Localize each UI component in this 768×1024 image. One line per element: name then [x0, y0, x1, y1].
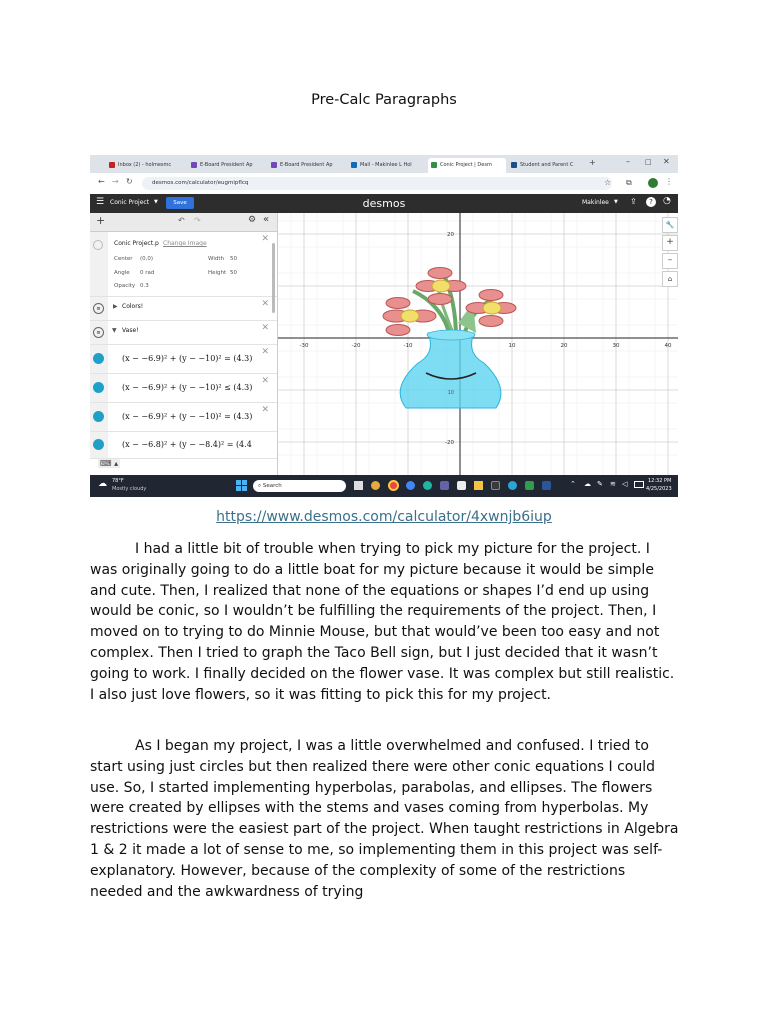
browser-tab[interactable]: Inbox (2) - holmesmc — [106, 158, 186, 173]
y-tick-label: 10 — [447, 390, 454, 396]
image-name: Conic Project.p — [114, 240, 159, 247]
chevron-down-icon[interactable]: ▼ — [614, 199, 618, 205]
home-icon[interactable]: ⌂ — [662, 271, 678, 287]
url-field[interactable]: desmos.com/calculator/eugmipflcq — [142, 177, 612, 190]
equation-row[interactable] — [90, 403, 277, 432]
collapse-caret-icon[interactable]: ▼ — [112, 327, 117, 334]
add-item-icon[interactable]: + — [96, 214, 106, 227]
equation-text: (x − −6.9)² + (y − −10)² = (4.3) — [122, 354, 253, 363]
x-tick-label: 40 — [664, 343, 672, 349]
expression-toolbar — [90, 213, 277, 232]
y-tick-label: 20 — [447, 232, 454, 238]
app-icon[interactable] — [508, 481, 517, 490]
x-tick-label: -10 — [403, 343, 413, 349]
teams-icon[interactable] — [440, 481, 449, 490]
portal-icon — [511, 162, 517, 168]
flower-left — [383, 298, 436, 336]
weather-temp: 78°F — [112, 478, 124, 484]
equation-text: (x − −6.8)² + (y − −8.4)² = (4.4 — [122, 440, 252, 449]
clock-date[interactable]: 4/25/2023 — [646, 486, 672, 492]
angle-value[interactable]: 0 rad — [140, 270, 155, 276]
save-button[interactable]: Save — [166, 197, 194, 209]
tray-chevron-icon[interactable]: ⌃ — [570, 480, 576, 488]
address-bar-row — [90, 173, 678, 195]
browser-tab-active[interactable]: Conic Project | Desm — [428, 158, 506, 173]
x-tick-label: -30 — [299, 343, 309, 349]
equation-text: (x − −6.9)² + (y − −10)² ≤ (4.3) — [122, 383, 253, 392]
image-toggle-icon[interactable] — [93, 240, 103, 250]
height-label: Height — [208, 270, 227, 276]
weather-icon: ☁ — [98, 479, 107, 489]
search-icon: ⌕ — [258, 483, 262, 489]
x-tick-label: -20 — [351, 343, 361, 349]
folder-toggle-icon[interactable]: ≡ — [93, 303, 104, 314]
tray-icon[interactable]: ✎ — [597, 480, 603, 488]
extensions-icon[interactable]: ⧉ — [626, 178, 632, 187]
desmos-logo: desmos — [362, 197, 406, 210]
widgets-icon[interactable] — [371, 481, 380, 490]
folder-label: Vase! — [122, 327, 139, 334]
forward-icon[interactable]: → — [112, 177, 119, 186]
hamburger-icon[interactable]: ☰ — [96, 197, 105, 207]
change-image-link[interactable]: Change Image — [163, 240, 207, 247]
zoom-out-icon[interactable]: – — [662, 253, 678, 269]
angle-label: Angle — [114, 270, 130, 276]
vase-body — [400, 333, 501, 408]
y-tick-label: -20 — [445, 440, 454, 446]
wrench-icon[interactable]: 🔧 — [662, 217, 678, 233]
forms-icon — [191, 162, 197, 168]
edge-icon[interactable] — [423, 481, 432, 490]
x-tick-label: 30 — [612, 343, 620, 349]
delete-expression-icon[interactable]: ✕ — [261, 376, 269, 386]
scrollbar[interactable] — [272, 243, 275, 313]
delete-expression-icon[interactable]: ✕ — [261, 405, 269, 415]
redo-icon[interactable]: ↷ — [194, 216, 201, 225]
gmail-icon — [109, 162, 115, 168]
new-tab-icon[interactable]: + — [589, 158, 596, 167]
chrome-icon[interactable] — [406, 481, 415, 490]
camera-icon[interactable] — [491, 481, 500, 490]
browser-tab[interactable]: E-Board President Ap — [268, 158, 346, 173]
delete-expression-icon[interactable]: ✕ — [261, 234, 269, 244]
center-label: Center — [114, 256, 133, 262]
opacity-label: Opacity — [114, 283, 136, 289]
color-toggle-icon[interactable] — [93, 439, 104, 450]
paragraph: I had a little bit of trouble when trying to pick my picture for the project. I was originally going to do a little boat for my picture because it would be simple and cute. Then, I realized that none of the equations or shapes I’d end up using would be conic, so I wouldn’t be fulfilling the requirements of the project. Then, I moved on to trying to do Minnie Mouse, but that would’ve been too easy and not complex. Then I tried to graph the Taco Bell sign, but I just decided that it wasn’t going to work. I finally decided on the flower vase. It was complex but still realistic. I also just love flowers, so it was fitting to pick this for my project. — [90, 541, 675, 703]
settings-icon[interactable]: ◔ — [663, 196, 671, 206]
keyboard-toggle-icon[interactable]: ⌨ ▴ — [100, 459, 119, 468]
reload-icon[interactable]: ↻ — [126, 177, 133, 186]
paragraph: As I began my project, I was a little overwhelmed and confused. I tried to start using just circles but then realized there were other conic equations I could use. So, I started implementing hyperbolas, parabolas, and ellipses. The flowers were created by ellipses with the stems and vases coming from hyperbolas. My restrictions were the easiest part of the project. When taught restrictions in Algebra 1 & 2 it made a lot of sense to me, so implementing them in this project was self-explanatory. However, because of the complexity of some of the restrictions needed and the awkwardness of trying — [90, 738, 679, 900]
x-tick-label: 10 — [508, 343, 516, 349]
folder-colors[interactable] — [90, 297, 277, 321]
bookmark-star-icon[interactable]: ☆ — [604, 178, 612, 187]
gear-icon[interactable]: ⚙ — [248, 215, 257, 225]
maximize-icon[interactable]: □ — [645, 158, 652, 166]
browser-tab[interactable]: Mail - Makinlee L Hol — [348, 158, 426, 173]
browser-tab[interactable]: Student and Parent C — [508, 158, 586, 173]
chrome-icon[interactable] — [388, 480, 399, 491]
x-tick-label: 20 — [560, 343, 568, 349]
start-icon[interactable] — [236, 480, 247, 491]
clock-time[interactable]: 12:32 PM — [648, 478, 672, 484]
center-value[interactable]: (0,0) — [140, 256, 154, 262]
expression-panel — [90, 213, 278, 475]
store-icon[interactable] — [457, 481, 466, 490]
desmos-link[interactable]: https://www.desmos.com/calculator/4xwnjb6iup — [216, 509, 552, 525]
delete-expression-icon[interactable]: ✕ — [261, 347, 269, 357]
back-icon[interactable]: ← — [98, 177, 105, 186]
share-icon[interactable]: ⇪ — [630, 197, 637, 206]
color-toggle-icon[interactable] — [93, 411, 104, 422]
screenshot — [90, 155, 678, 497]
word-icon[interactable] — [542, 481, 551, 490]
delete-expression-icon[interactable]: ✕ — [261, 299, 269, 309]
collapse-panel-icon[interactable]: « — [263, 214, 270, 225]
undo-icon[interactable]: ↶ — [178, 216, 185, 225]
equation-row[interactable] — [90, 345, 277, 374]
browser-tab-bar — [90, 155, 678, 173]
battery-icon[interactable] — [634, 481, 644, 488]
equation-row[interactable] — [90, 432, 277, 459]
graph-svg — [278, 213, 678, 475]
opacity-value[interactable]: 0.3 — [140, 283, 149, 289]
width-value[interactable]: 50 — [230, 256, 237, 262]
expand-caret-icon[interactable]: ▶ — [113, 303, 118, 310]
delete-expression-icon[interactable]: ✕ — [261, 323, 269, 333]
graph-canvas[interactable] — [278, 213, 678, 475]
volume-icon[interactable]: ◁ — [622, 480, 628, 488]
document-title: Pre-Calc Paragraphs — [311, 92, 457, 108]
windows-taskbar — [90, 475, 678, 497]
image-expression[interactable] — [90, 232, 277, 297]
equation-text: (x − −6.9)² + (y − −10)² = (4.3) — [122, 412, 253, 421]
folder-toggle-icon[interactable]: ≡ — [93, 327, 104, 338]
forms-icon — [271, 162, 277, 168]
help-icon[interactable]: ? — [646, 197, 656, 207]
color-toggle-icon[interactable] — [93, 382, 104, 393]
menu-dots-icon[interactable]: ⋮ — [665, 177, 673, 186]
height-value[interactable]: 50 — [230, 270, 237, 276]
app-icon[interactable] — [525, 481, 534, 490]
vase-rim — [427, 330, 475, 340]
taskbar-search[interactable]: ⌕ Search — [253, 480, 346, 492]
desmos-icon — [431, 162, 437, 168]
profile-avatar[interactable] — [648, 178, 658, 188]
wifi-icon[interactable]: ≋ — [610, 480, 616, 488]
folder-label: Colors! — [122, 303, 144, 310]
browser-tab[interactable]: E-Board President Ap — [188, 158, 266, 173]
minimize-icon[interactable]: – — [626, 157, 630, 166]
width-label: Width — [208, 256, 224, 262]
tray-icon[interactable]: ☁ — [584, 480, 591, 488]
weather-desc: Mostly cloudy — [112, 486, 147, 492]
equation-row[interactable] — [90, 374, 277, 403]
outlook-icon — [351, 162, 357, 168]
chevron-down-icon[interactable]: ▼ — [154, 199, 158, 205]
files-icon[interactable] — [474, 481, 483, 490]
project-title[interactable]: Conic Project — [110, 199, 150, 206]
task-view-icon[interactable] — [354, 481, 363, 490]
zoom-in-icon[interactable]: + — [662, 235, 678, 251]
close-window-icon[interactable]: ✕ — [663, 157, 670, 166]
desmos-header — [90, 194, 678, 213]
folder-vase[interactable] — [90, 321, 277, 345]
user-name[interactable]: Makinlee — [582, 199, 609, 206]
color-toggle-icon[interactable] — [93, 353, 104, 364]
